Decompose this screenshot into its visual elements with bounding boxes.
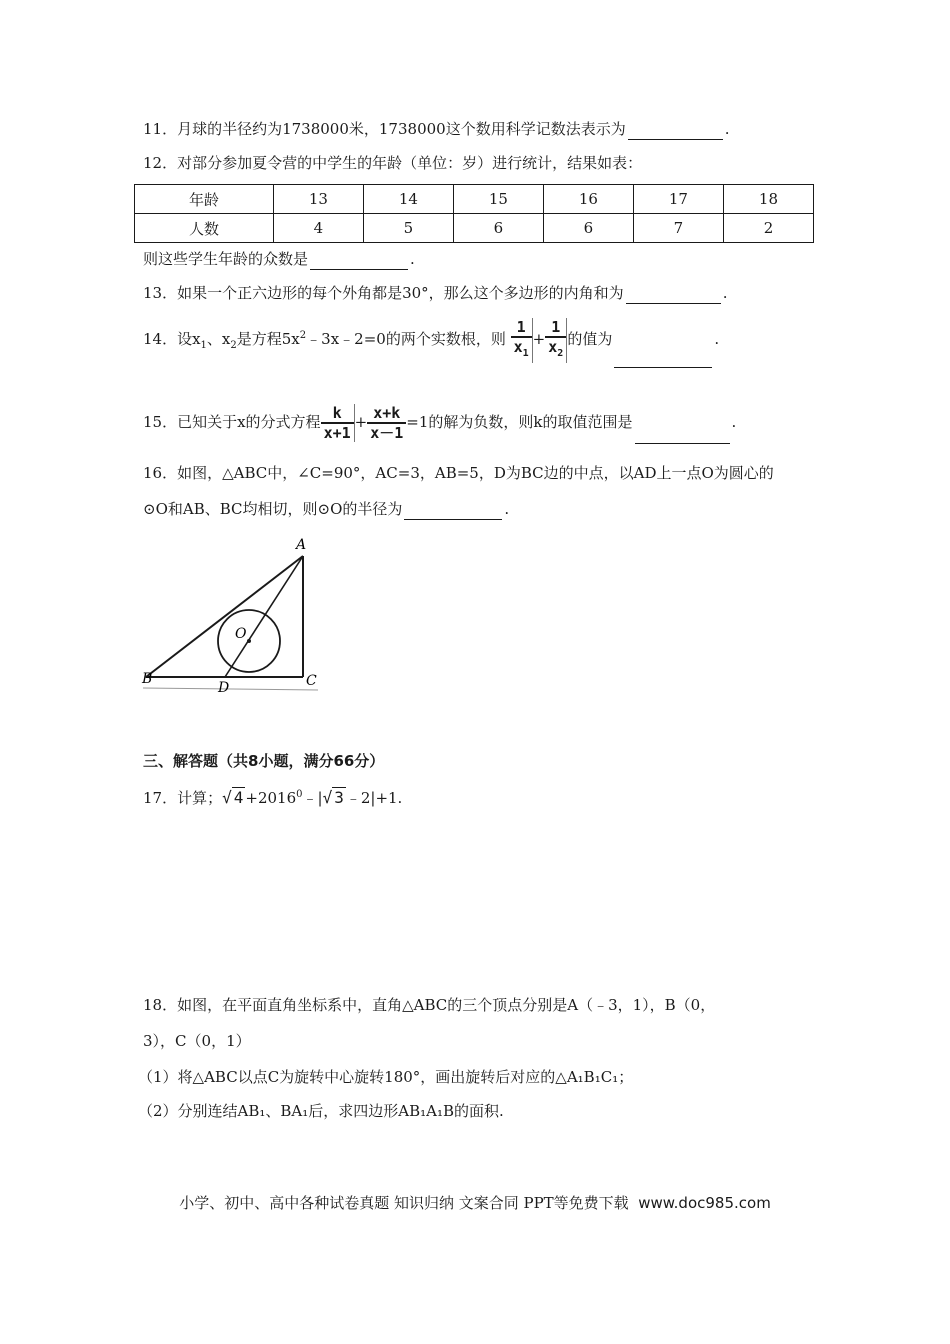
table-cell: 5 [363, 214, 453, 243]
table-cell: 7 [633, 214, 723, 243]
table-cell: 年龄 [135, 185, 274, 214]
question-12 [143, 152, 642, 174]
question-14: 14．设$x_1$、$x_2$是方程$5x^2﹣3x﹣2=0$的两个实数根，则 $\frac{1}{x_1}$ + $\frac{1}{x_2}$ 的值为 . [143, 314, 719, 368]
table-row [135, 214, 814, 243]
footer-site-link[interactable]: www.doc985.com [638, 1194, 771, 1212]
table-cell: 14 [363, 185, 453, 214]
label-a: A [296, 537, 307, 553]
question-11: 11．月球的半径约为1738000米，1738000这个数用科学记数法表示为 . [143, 120, 730, 138]
fraction-k-over-x-plus-1: $\frac{k}{x+1}$ [321, 404, 355, 442]
center-point [247, 639, 251, 643]
question-16-line-1: 16．如图，△ABC中，∠C=90°，AC=3，AB=5，D为BC边的中点，以AD上一点O为圆心的 [143, 464, 774, 482]
answer-blank[interactable] [310, 253, 408, 270]
table-cell: 6 [453, 214, 543, 243]
label-o: O [235, 626, 247, 642]
label-d: D [218, 680, 230, 696]
question-18-part-2: （2）分别连结AB₁、BA₁后，求四边形AB₁A₁B的面积. [138, 1102, 504, 1120]
question-16-line-2: ⊙O和AB、BC均相切，则⊙O的半径为 . [143, 500, 510, 518]
question-12-text: 12．对部分参加夏令营的中学生的年龄（单位：岁）进行统计，结果如表： [143, 154, 643, 172]
answer-blank[interactable] [626, 287, 721, 304]
fraction-1-over-x1: $\frac{1}{x_1}$ [511, 318, 533, 363]
fraction-x-plus-k-over-x-minus-1: $\frac{x+k}{x-1}$ [367, 404, 406, 442]
answer-blank[interactable] [404, 503, 502, 520]
table-cell: 18 [723, 185, 813, 214]
sqrt-3: √ 3 [322, 788, 344, 807]
question-11-text: 11．月球的半径约为1738000米，1738000这个数用科学记数法表示为 [143, 120, 626, 138]
answer-blank[interactable] [635, 427, 730, 444]
table-cell: 15 [453, 185, 543, 214]
question-15: 15．已知关于x的分式方程 $\frac{k}{x+1}$ + $\frac{x+k}{x-1}$ =1的解为负数，则k的取值范围是 . [143, 404, 737, 442]
question-18-line-1: 18．如图，在平面直角坐标系中，直角△ABC的三个顶点分别是A（﹣3，1），B（0， [143, 996, 716, 1014]
section-3-heading: 三、解答题（共8小题，满分66分） [143, 752, 385, 770]
table-cell: 13 [273, 185, 363, 214]
answer-blank[interactable] [614, 351, 712, 368]
label-c: C [306, 673, 317, 689]
question-13-text: 13．如果一个正六边形的每个外角都是30°，那么这个多边形的内角和为 [143, 284, 624, 302]
answer-blank[interactable] [628, 123, 723, 140]
question-18-part-1: （1）将△ABC以点C为旋转中心旋转180°，画出旋转后对应的△A₁B₁C₁； [138, 1068, 634, 1086]
table-cell: 人数 [135, 214, 274, 243]
table-cell: 2 [723, 214, 813, 243]
age-table [134, 184, 814, 243]
fraction-1-over-x2: $\frac{1}{x_2}$ [545, 318, 567, 363]
question-12-followup: 则这些学生年龄的众数是 . [143, 250, 415, 268]
table-cell: 6 [543, 214, 633, 243]
question-13: 13．如果一个正六边形的每个外角都是30°，那么这个多边形的内角和为 . [143, 284, 728, 302]
question-18-line-2: 3），C（0，1） [143, 1032, 251, 1050]
footer-text: 小学、初中、高中各种试卷真题 知识归纳 文案合同 PPT等免费下载 [179, 1194, 629, 1212]
page-footer [0, 1192, 950, 1213]
triangle-circle-figure [140, 536, 330, 696]
question-17: 17．计算；√ $4 +2016^0﹣|√$ 3 ﹣2|+1. [143, 788, 403, 807]
scan-edge-line [143, 688, 318, 690]
table-cell: 4 [273, 214, 363, 243]
segment-ad [225, 556, 303, 677]
table-cell: 17 [633, 185, 723, 214]
sqrt-4: √ 4 [222, 788, 244, 807]
table-cell: 16 [543, 185, 633, 214]
label-b: B [142, 671, 153, 687]
table-row [135, 185, 814, 214]
